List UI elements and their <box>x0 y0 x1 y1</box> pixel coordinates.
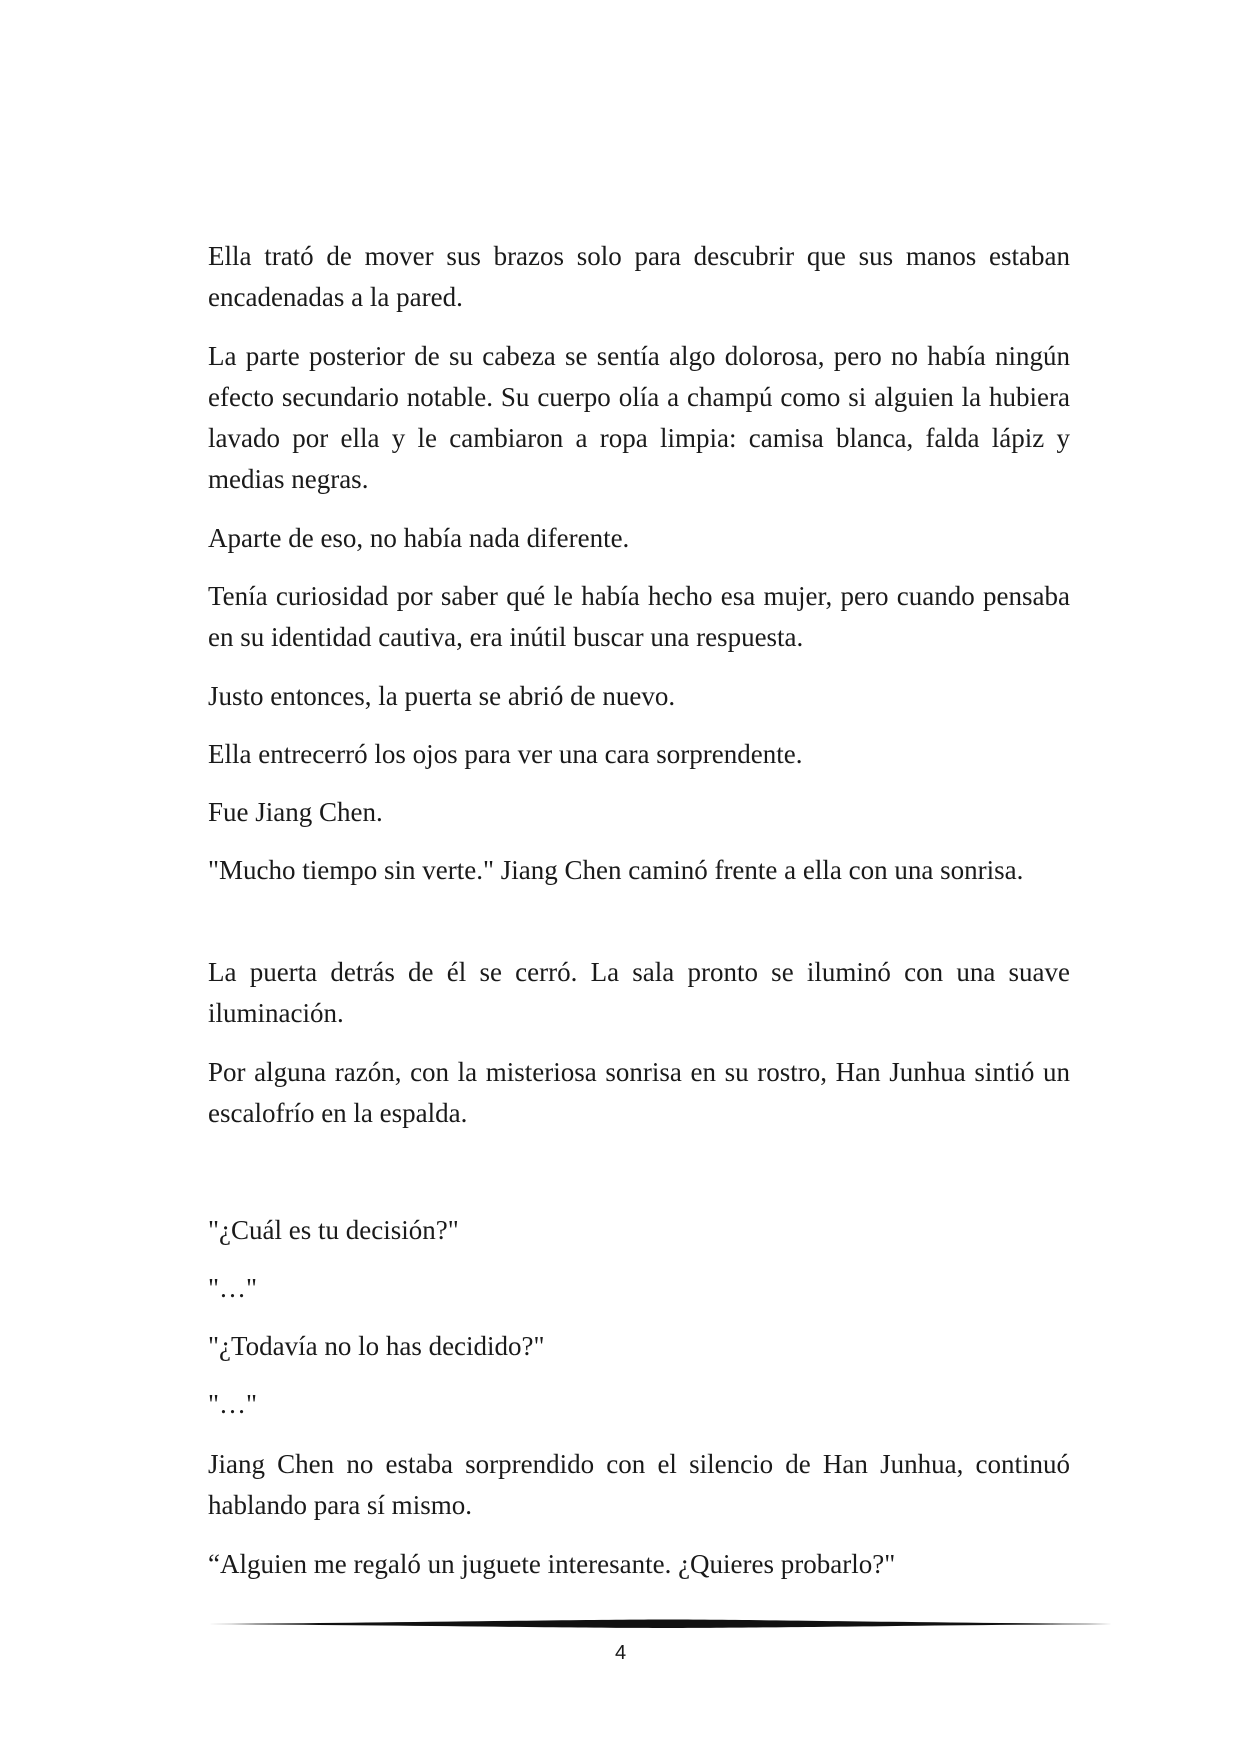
paragraph: Tenía curiosidad por saber qué le había hecho esa mujer, pero cuando pensaba en su identidad cautiva, era inútil buscar una respuesta. <box>208 581 1070 652</box>
dialogue-line: "¿Todavía no lo has decidido?" <box>208 1331 545 1361</box>
paragraph: Jiang Chen no estaba sorprendido con el silencio de Han Junhua, continuó hablando para sí mismo. <box>208 1449 1070 1520</box>
dialogue-line: "…" <box>208 1389 258 1419</box>
dialogue-line: "¿Cuál es tu decisión?" <box>208 1215 459 1245</box>
footer-divider <box>208 1617 1112 1631</box>
dialogue-line: "…" <box>208 1273 258 1303</box>
page-number: 4 <box>614 1642 627 1664</box>
paragraph: La parte posterior de su cabeza se sentía algo dolorosa, pero no había ningún efecto secundario notable. Su cuerpo olía a champú como si alguien la hubiera lavado por ella y le cambiaron a ropa limpia: camisa blanca, falda lápiz y medias negras. <box>208 341 1070 494</box>
paragraph: Fue Jiang Chen. <box>208 797 383 827</box>
paragraph: Por alguna razón, con la misteriosa sonrisa en su rostro, Han Junhua sintió un escalofrío en la espalda. <box>208 1057 1070 1128</box>
paragraph: Aparte de eso, no había nada diferente. <box>208 523 630 553</box>
paragraph: Justo entonces, la puerta se abrió de nuevo. <box>208 681 676 711</box>
paragraph: "Mucho tiempo sin verte." Jiang Chen caminó frente a ella con una sonrisa. <box>208 855 1024 885</box>
paragraph: Ella entrecerró los ojos para ver una cara sorprendente. <box>208 739 803 769</box>
paragraph: La puerta detrás de él se cerró. La sala pronto se iluminó con una suave iluminación. <box>208 957 1070 1028</box>
paragraph: Ella trató de mover sus brazos solo para descubrir que sus manos estaban encadenadas a la pared. <box>208 241 1070 312</box>
paragraph: “Alguien me regaló un juguete interesante. ¿Quieres probarlo?" <box>208 1549 896 1579</box>
